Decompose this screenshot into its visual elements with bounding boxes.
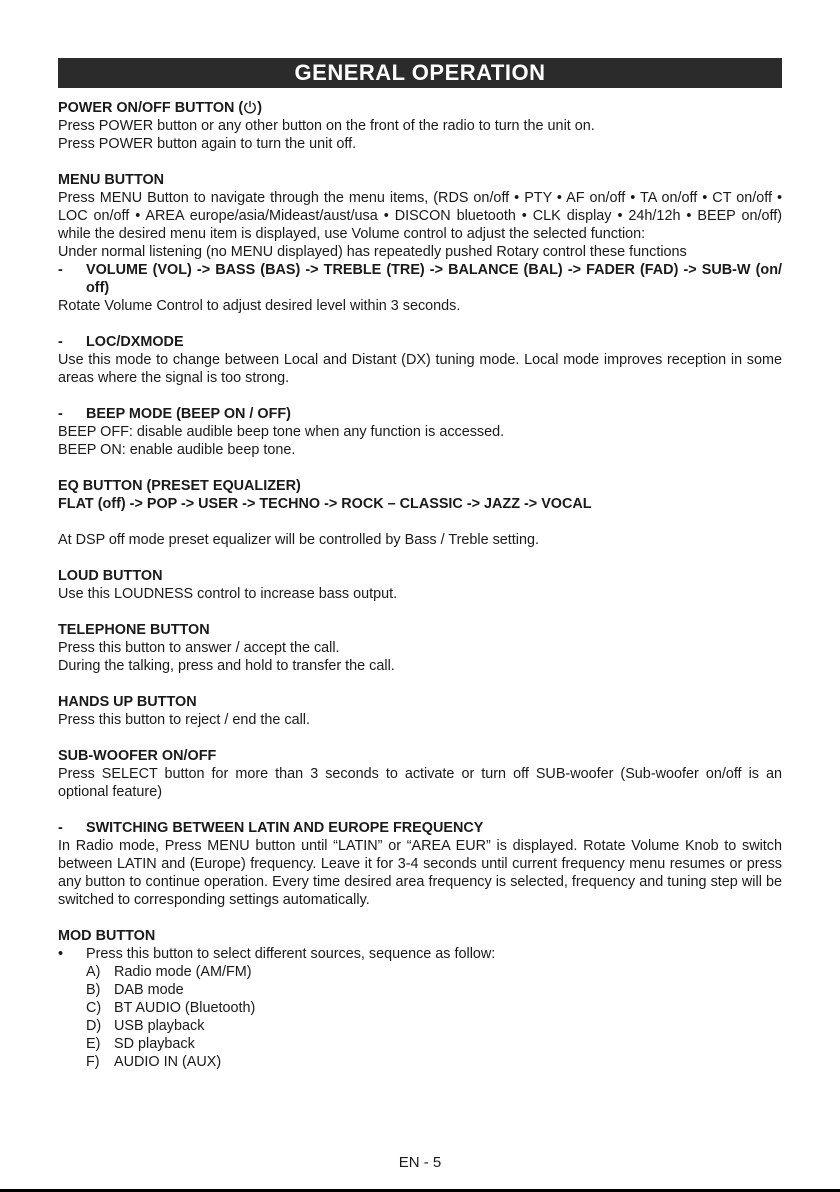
- mod-intro: • Press this button to select different sources, sequence as follow:: [58, 946, 496, 962]
- eq-sequence: FLAT (off) -> POP -> USER -> TECHNO -> ROCK – CLASSIC -> JAZZ -> VOCAL: [58, 496, 592, 512]
- section-menu: [58, 171, 782, 315]
- list-item: C) BT AUDIO (Bluetooth): [86, 1000, 256, 1016]
- section-telephone: [58, 621, 782, 675]
- section-loud: [58, 567, 782, 603]
- list-item: E) SD playback: [86, 1036, 195, 1052]
- menu-rotate: Rotate Volume Control to adjust desired level within 3 seconds.: [58, 298, 461, 314]
- menu-sequence: - VOLUME (VOL) -> BASS (BAS) -> TREBLE (TRE) -> BALANCE (BAL) -> FADER (FAD) -> SUB-W (on/ off): [58, 262, 782, 296]
- telephone-line-2: During the talking, press and hold to transfer the call.: [58, 658, 395, 674]
- list-item: A) Radio mode (AM/FM): [86, 964, 252, 980]
- power-line-1: Press POWER button or any other button on the front of the radio to turn the unit on.: [58, 118, 595, 134]
- section-handsup: [58, 693, 782, 729]
- mod-heading: MOD BUTTON: [58, 928, 156, 944]
- page-number: EN - 5: [398, 1154, 442, 1171]
- page-title: GENERAL OPERATION: [58, 58, 782, 88]
- loc-heading: - LOC/DXMODE: [58, 334, 184, 350]
- mod-source-list: [58, 963, 782, 1071]
- power-heading: POWER ON/OFF BUTTON ( ): [58, 100, 262, 116]
- loc-body: Use this mode to change between Local and Distant (DX) tuning mode. Local mode improves reception in some areas where the signal is too strong.: [58, 352, 782, 386]
- telephone-heading: TELEPHONE BUTTON: [58, 622, 210, 638]
- document-page: [58, 58, 782, 1071]
- handsup-body: Press this button to reject / end the call.: [58, 712, 310, 728]
- section-beep: [58, 405, 782, 459]
- subwoofer-body: Press SELECT button for more than 3 seconds to activate or turn off SUB-woofer (Sub-woofer on/off is an optional feature): [58, 766, 782, 800]
- loud-body: Use this LOUDNESS control to increase bass output.: [58, 586, 398, 602]
- latin-heading: - SWITCHING BETWEEN LATIN AND EUROPE FREQUENCY: [58, 820, 484, 836]
- list-item: B) DAB mode: [86, 982, 184, 998]
- section-loc: [58, 333, 782, 387]
- beep-off: BEEP OFF: disable audible beep tone when any function is accessed.: [58, 424, 505, 440]
- list-item: F) AUDIO IN (AUX): [86, 1054, 222, 1070]
- list-item: D) USB playback: [86, 1018, 205, 1034]
- handsup-heading: HANDS UP BUTTON: [58, 694, 197, 710]
- section-power: [58, 99, 782, 153]
- section-mod: [58, 927, 782, 1071]
- power-icon: [243, 100, 257, 114]
- section-latin: [58, 819, 782, 909]
- section-eq: [58, 477, 782, 549]
- loud-heading: LOUD BUTTON: [58, 568, 163, 584]
- eq-heading: EQ BUTTON (PRESET EQUALIZER): [58, 478, 301, 494]
- bullet-icon: •: [58, 946, 64, 962]
- menu-heading: MENU BUTTON: [58, 172, 165, 188]
- section-subwoofer: [58, 747, 782, 801]
- beep-on: BEEP ON: enable audible beep tone.: [58, 442, 296, 458]
- menu-body: Press MENU Button to navigate through the menu items, (RDS on/off • PTY • AF on/off • TA on/off • CT on/off • LOC on/off • AREA europe/asia/Mideast/aust/usa • DISCON bluetooth • CLK display • 24h/12h • BEEP on/off) while the desired menu item is displayed, use Volume control to adjust the selected function:: [58, 190, 782, 242]
- subwoofer-heading: SUB-WOOFER ON/OFF: [58, 748, 217, 764]
- beep-heading: - BEEP MODE (BEEP ON / OFF): [58, 406, 291, 422]
- menu-under: Under normal listening (no MENU displayed) has repeatedly pushed Rotary control these functions: [58, 244, 687, 260]
- power-line-2: Press POWER button again to turn the unit off.: [58, 136, 357, 152]
- telephone-line-1: Press this button to answer / accept the call.: [58, 640, 340, 656]
- eq-dsp: At DSP off mode preset equalizer will be controlled by Bass / Treble setting.: [58, 532, 540, 548]
- latin-body: In Radio mode, Press MENU button until “LATIN” or “AREA EUR” is displayed. Rotate Volume Knob to switch between LATIN and (Europe) frequency. Leave it for 3-4 seconds until current frequency menu resumes or press any button to continue operation. Every time desired area frequency is selected, frequency and tuning step will be switched to corresponding settings automatically.: [58, 838, 782, 908]
